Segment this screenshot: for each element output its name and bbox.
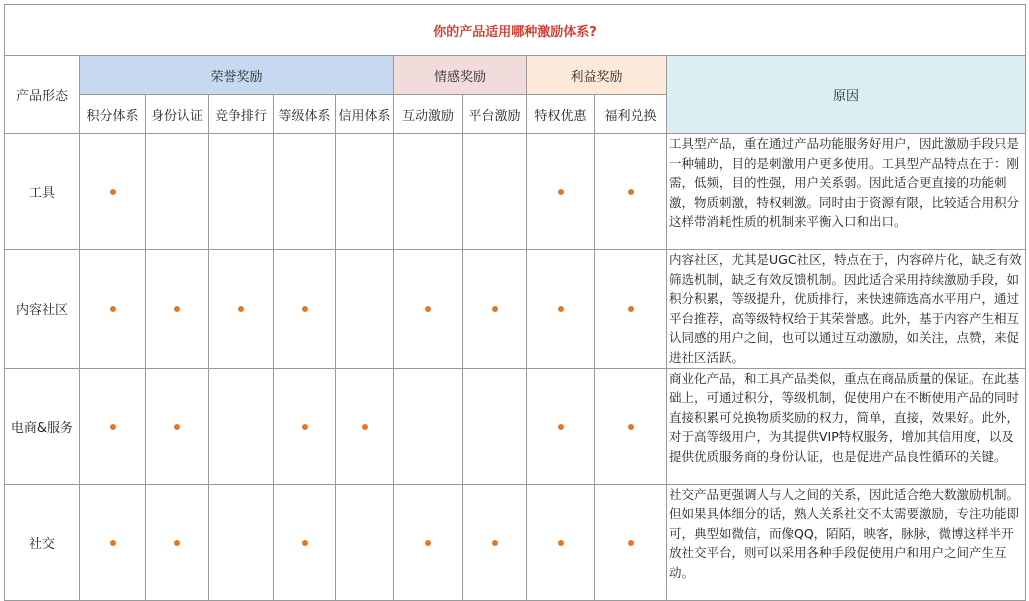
applicable-dot-icon <box>302 306 308 312</box>
applicable-dot-icon <box>628 540 634 546</box>
mark-cell <box>595 368 667 484</box>
applicable-dot-icon <box>302 540 308 546</box>
mark-cell <box>527 484 595 600</box>
table-row <box>5 484 1026 600</box>
mark-cell <box>146 250 209 369</box>
mark-cell <box>209 484 274 600</box>
mark-cell <box>394 484 463 600</box>
column-header-points: 积分体系 <box>80 95 146 134</box>
mark-cell <box>80 484 146 600</box>
applicable-dot-icon <box>558 540 564 546</box>
row-label: 内容社区 <box>5 250 80 369</box>
column-header-identity: 身份认证 <box>146 95 209 134</box>
reason-text: 社交产品更强调人与人之间的关系，因此适合绝大数激励机制。但如果具体细分的话，熟人关系社交不太需要激励，专注功能即可，典型如微信，而像QQ，陌陌，映客，脉脉，微博这样半开放社交平台，则可以采用各种手段促使用户和用户之间产生互动。 <box>667 484 1026 600</box>
row-label: 社交 <box>5 484 80 600</box>
applicable-dot-icon <box>558 189 564 195</box>
mark-cell <box>394 368 463 484</box>
incentive-table <box>4 4 1026 601</box>
reason-text: 工具型产品，重在通过产品功能服务好用户，因此激励手段只是一种辅助，目的是刺激用户更多使用。工具型产品特点在于：刚需，低频，目的性强，用户关系弱。因此适合更直接的功能刺激，物质刺激，特权刺激。同时由于资源有限，比较适合用积分这样带消耗性质的机制来平衡入口和出口。 <box>667 134 1026 250</box>
mark-cell <box>527 250 595 369</box>
mark-cell <box>336 484 394 600</box>
applicable-dot-icon <box>174 540 180 546</box>
column-header-platform: 平台激励 <box>463 95 527 134</box>
applicable-dot-icon <box>110 424 116 430</box>
applicable-dot-icon <box>558 306 564 312</box>
group-honor-reward: 荣誉奖励 <box>80 56 394 95</box>
row-label: 工具 <box>5 134 80 250</box>
mark-cell <box>209 134 274 250</box>
applicable-dot-icon <box>628 424 634 430</box>
applicable-dot-icon <box>628 306 634 312</box>
column-header-interaction: 互动激励 <box>394 95 463 134</box>
column-header-ranking: 竞争排行 <box>209 95 274 134</box>
mark-cell <box>527 134 595 250</box>
mark-cell <box>527 368 595 484</box>
table-title: 你的产品适用哪种激励体系? <box>5 5 1026 56</box>
column-header-credit: 信用体系 <box>336 95 394 134</box>
applicable-dot-icon <box>628 189 634 195</box>
mark-cell <box>146 368 209 484</box>
applicable-dot-icon <box>238 306 244 312</box>
applicable-dot-icon <box>302 424 308 430</box>
reason-text: 商业化产品，和工具产品类似，重点在商品质量的保证。在此基础上，可通过积分，等级机制，促使用户在不断使用产品的同时直接积累可兑换物质奖励的权力，简单，直接，效果好。此外，对于高等级用户，为其提供VIP特权服务，增加其信用度，以及提供优质服务商的身份认证，也是促进产品良性循环的关键。 <box>667 368 1026 484</box>
table-row <box>5 134 1026 250</box>
mark-cell <box>274 484 336 600</box>
mark-cell <box>336 368 394 484</box>
mark-cell <box>595 250 667 369</box>
mark-cell <box>80 134 146 250</box>
mark-cell <box>146 134 209 250</box>
applicable-dot-icon <box>492 540 498 546</box>
applicable-dot-icon <box>362 424 368 430</box>
mark-cell <box>394 134 463 250</box>
header-reason: 原因 <box>667 56 1026 134</box>
mark-cell <box>80 368 146 484</box>
applicable-dot-icon <box>110 306 116 312</box>
group-emotion-reward: 情感奖励 <box>394 56 527 95</box>
column-header-privilege: 特权优惠 <box>527 95 595 134</box>
mark-cell <box>274 134 336 250</box>
applicable-dot-icon <box>425 306 431 312</box>
table-row <box>5 250 1026 369</box>
group-benefit-reward: 利益奖励 <box>527 56 667 95</box>
applicable-dot-icon <box>110 189 116 195</box>
mark-cell <box>595 484 667 600</box>
row-label: 电商&服务 <box>5 368 80 484</box>
applicable-dot-icon <box>492 306 498 312</box>
applicable-dot-icon <box>425 540 431 546</box>
mark-cell <box>146 484 209 600</box>
table-row <box>5 368 1026 484</box>
mark-cell <box>209 250 274 369</box>
mark-cell <box>80 250 146 369</box>
incentive-table-sheet <box>4 4 1025 584</box>
mark-cell <box>209 368 274 484</box>
mark-cell <box>274 250 336 369</box>
mark-cell <box>595 134 667 250</box>
reason-text: 内容社区，尤其是UGC社区，特点在于，内容碎片化，缺乏有效筛选机制，缺乏有效反馈机制。因此适合采用持续激励手段，如积分积累，等级提升，优质排行，来快速筛选高水平用户，通过平台推荐，高等级特权给于其荣誉感。此外，基于内容产生相互认同感的用户之间，也可以通过互动激励，如关注，点赞，来促进社区活跃。 <box>667 250 1026 369</box>
mark-cell <box>463 250 527 369</box>
mark-cell <box>394 250 463 369</box>
mark-cell <box>336 250 394 369</box>
applicable-dot-icon <box>174 306 180 312</box>
column-header-welfare: 福利兑换 <box>595 95 667 134</box>
mark-cell <box>274 368 336 484</box>
applicable-dot-icon <box>174 424 180 430</box>
mark-cell <box>463 484 527 600</box>
mark-cell <box>336 134 394 250</box>
mark-cell <box>463 368 527 484</box>
applicable-dot-icon <box>110 540 116 546</box>
header-product-form: 产品形态 <box>5 56 80 134</box>
mark-cell <box>463 134 527 250</box>
column-header-level: 等级体系 <box>274 95 336 134</box>
applicable-dot-icon <box>558 424 564 430</box>
